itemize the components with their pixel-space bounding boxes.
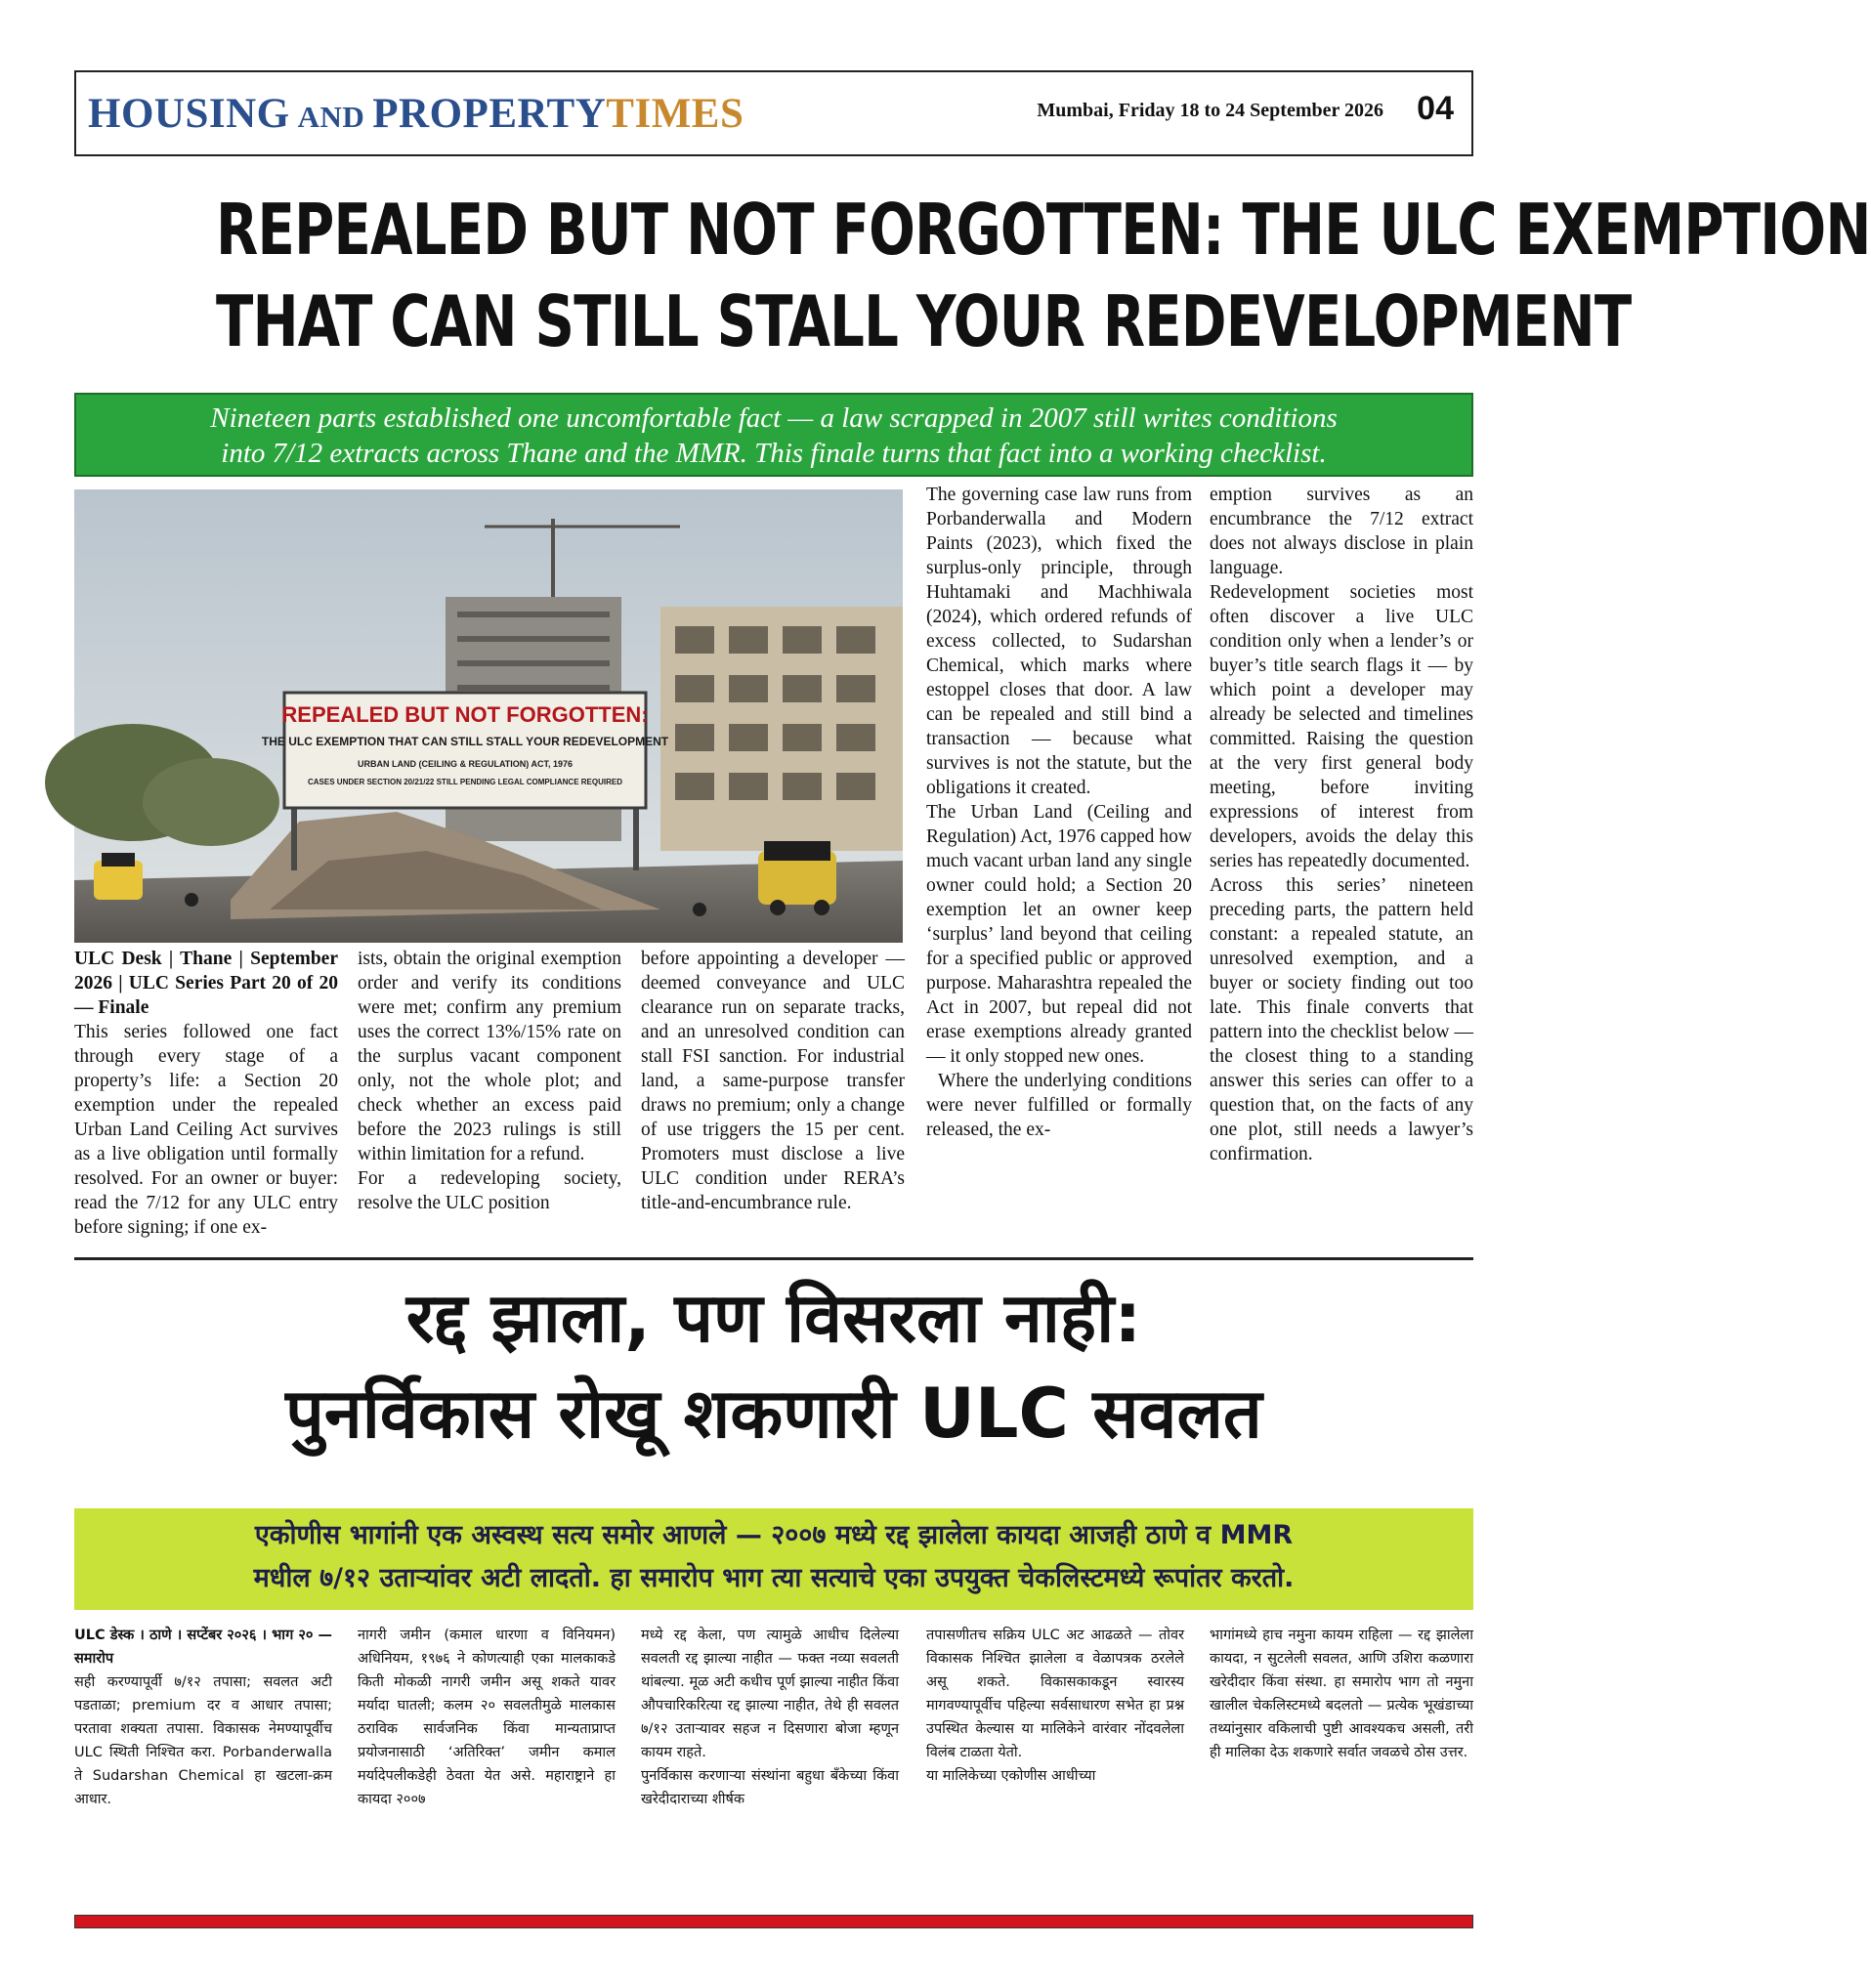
english-col1-body: This series followed one fact through every stage of a property’s life: a Section 20 exemption under the repealed Urban Land Ceiling Act survives as a live obligation until formally resolved. For an owner or buyer: read the 7/12 for any ULC entry before signing; if one ex-	[74, 1022, 338, 1238]
english-column-1	[74, 947, 338, 1240]
marathi-headline-line1: रद्द झाला, पण विसरला नाही:	[405, 1278, 1142, 1358]
english-byline: ULC Desk | Thane | September 2026 | ULC Series Part 20 of 20 — Finale	[74, 949, 338, 1018]
english-column-4	[926, 483, 1192, 1142]
marathi-headline-line2: पुनर्विकास रोखू शकणारी ULC सवलत	[285, 1374, 1262, 1454]
marathi-col4-body2: या मालिकेच्या एकोणीस आधीच्या	[926, 1768, 1096, 1784]
english-col5-body3: Across this series’ nineteen preceding parts, the pattern held constant: a repealed statute, an unresolved exemption, and a buyer or society finding out too late. This finale converts that pattern into the checklist below — the closest thing to a standing answer this series can offer to a question that, on the facts of any one plot, still needs a lawyer’s confirmation.	[1210, 875, 1473, 1164]
marathi-col5-body: भागांमध्ये हाच नमुना कायम राहिला — रद्द झालेला कायदा, न सुटलेली सवलत, आणि उशिरा कळणारा खरेदीदार किंवा संस्था. हा समारोप भाग तो नमुना खालील चेकलिस्टमध्ये बदलतो — प्रत्येक भूखंडाच्या तथ्यांनुसार वकिलाची पुष्टी आवश्यकच असली, तरी ही मालिका देऊ शकणारे सर्वात जवळचे ठोस उत्तर.	[1210, 1628, 1473, 1760]
marathi-deck-line2: मधील ७/१२ उताऱ्यांवर अटी लादतो. हा समारोप भाग त्या सत्याचे एका उपयुक्त चेकलिस्टमध्ये रूपांतर करतो.	[253, 1563, 1295, 1593]
english-col4-body3: Where the underlying conditions were never fulfilled or formally released, the ex-	[926, 1071, 1192, 1140]
brand-property: PROPERTY	[372, 90, 607, 137]
publication-logo	[88, 90, 744, 138]
english-col4-body2: The Urban Land (Ceiling and Regulation) Act, 1976 capped how much vacant urban land any single owner could hold; a Section 20 exemption let an owner keep ‘surplus’ land beyond that ceiling for a specified public or approved purpose. Maharashtra repealed the Act in 2007, but repeal did not erase exemptions already granted — it only stopped new ones.	[926, 802, 1192, 1067]
dateline: Mumbai, Friday 18 to 24 September 2026	[1037, 100, 1383, 121]
photo-sign-line2: THE ULC EXEMPTION THAT CAN STILL STALL YOUR REDEVELOPMENT	[261, 735, 669, 748]
brand-housing: HOUSING	[88, 90, 290, 137]
brand-and: AND	[297, 99, 365, 134]
photo-sign-line4: CASES UNDER SECTION 20/21/22 STILL PENDING LEGAL COMPLIANCE REQUIRED	[308, 778, 622, 786]
english-deck-line2: into 7/12 extracts across Thane and the MMR. This finale turns that fact into a working checklist.	[221, 438, 1327, 469]
article-photo	[74, 489, 903, 943]
english-column-5	[1210, 483, 1473, 1166]
photo-sign-line3: URBAN LAND (CEILING & REGULATION) ACT, 1976	[357, 759, 574, 769]
marathi-headline	[59, 1270, 1489, 1461]
photo-sign-line1: REPEALED BUT NOT FORGOTTEN:	[281, 702, 649, 727]
page-number: 04	[1417, 90, 1454, 127]
marathi-column-4	[926, 1624, 1184, 1788]
marathi-deck-line1: एकोणीस भागांनी एक अस्वस्थ सत्य समोर आणले — २००७ मध्ये रद्द झालेला कायदा आजही ठाणे व MMR	[254, 1520, 1294, 1550]
marathi-byline: ULC डेस्क । ठाणे । सप्टेंबर २०२६ । भाग २० — समारोप	[74, 1628, 332, 1667]
marathi-col2-body: नागरी जमीन (कमाल धारणा व विनियमन) अधिनियम, १९७६ ने कोणत्याही एका मालकाकडे किती मोकळी नागरी जमीन असू शकते यावर मर्यादा घातली; कलम २० सवलतीमुळे मालकास ठराविक सार्वजनिक किंवा मान्यताप्राप्त प्रयोजनासाठी ‘अतिरिक्त’ जमीन कमाल मर्यादेपलीकडेही ठेवता येत असे. महाराष्ट्राने हा कायदा २००७	[358, 1628, 616, 1807]
marathi-column-1	[74, 1624, 332, 1811]
english-col3-body: before appointing a developer — deemed conveyance and ULC clearance run on separate tracks, and an unresolved condition can stall FSI sanction. For industrial land, a same-purpose transfer draws no premium; only a change of use triggers the 15 per cent. Promoters must disclose a live ULC condition under RERA’s title-and-encumbrance rule.	[641, 949, 905, 1213]
english-col5-body1: emption survives as an encumbrance the 7/12 extract does not always disclose in plain language.	[1210, 485, 1473, 578]
english-deck-line1: Nineteen parts established one uncomfortable fact — a law scrapped in 2007 still writes conditions	[210, 402, 1338, 434]
english-col4-body1: The governing case law runs from Porbanderwalla and Modern Paints (2023), which fixed the surplus-only principle, through Huhtamaki and Machhiwala (2024), which ordered refunds of excess collected, to Sudarshan Chemical, which marks where estoppel closes that door. A law can be repealed and still bind a transaction — because what survives is not the statute, but the obligations it created.	[926, 485, 1192, 798]
marathi-column-2	[358, 1624, 616, 1811]
marathi-col3-body2: पुनर्विकास करणाऱ्या संस्थांना बहुधा बँकेच्या किंवा खरेदीदाराच्या शीर्षक	[641, 1768, 899, 1807]
marathi-col1-body: सही करण्यापूर्वी ७/१२ तपासा; सवलत अटी पडताळा; premium दर व आधार तपासा; परतावा शक्यता तपासा. विकासक नेमण्यापूर्वीच ULC स्थिती निश्चित करा. Porbanderwalla ते Sudarshan Chemical हा खटला-क्रम आधार.	[74, 1674, 332, 1807]
marathi-col3-body1: मध्ये रद्द केला, पण त्यामुळे आधीच दिलेल्या सवलती रद्द झाल्या नाहीत — फक्त नव्या सवलती थांबल्या. मूळ अटी कधीच पूर्ण झाल्या नाहीत किंवा औपचारिकरित्या रद्द झाल्या नाहीत, तेथे ही सवलत ७/१२ उताऱ्यावर सहज न दिसणारा बोजा म्हणून कायम राहते.	[641, 1628, 899, 1760]
marathi-column-3	[641, 1624, 899, 1811]
marathi-column-5	[1210, 1624, 1473, 1764]
brand-times: TIMES	[606, 90, 744, 137]
english-headline-line1: REPEALED BUT NOT FORGOTTEN: THE ULC EXEMPTION	[216, 189, 1871, 271]
english-headline	[216, 184, 1871, 367]
masthead	[74, 70, 1473, 156]
footer-bar	[74, 1915, 1473, 1928]
english-deck	[74, 393, 1473, 477]
marathi-deck	[74, 1508, 1473, 1610]
english-col2-body1: ists, obtain the original exemption order and verify its conditions were met; confirm any premium uses the correct 13%/15% rate on the surplus vacant component only, not the whole plot; and check whether an excess paid before the 2023 rulings is still within limitation for a refund.	[358, 949, 621, 1164]
english-col5-body2: Redevelopment societies most often discover a live ULC condition only when a lender’s or buyer’s title search flags it — by which point a developer may already be selected and timelines committed. Raising the question at the very first general body meeting, before inviting expressions of interest from developers, avoids the delay this series has repeatedly documented.	[1210, 582, 1473, 871]
english-column-2	[358, 947, 621, 1215]
marathi-col4-body1: तपासणीतच सक्रिय ULC अट आढळते — तोवर विकासक निश्चित झालेला व वेळापत्रक ठरलेले असू शकते. विकासकाकडून स्वारस्य मागवण्यापूर्वीच पहिल्या सर्वसाधारण सभेत हा प्रश्न उपस्थित केल्यास या मालिकेने वारंवार नोंदवलेला विलंब टाळता येतो.	[926, 1628, 1184, 1760]
english-col2-body2: For a redeveloping society, resolve the ULC position	[358, 1168, 621, 1213]
section-divider	[74, 1257, 1473, 1260]
english-headline-line2: THAT CAN STILL STALL YOUR REDEVELOPMENT	[216, 280, 1632, 362]
english-column-3	[641, 947, 905, 1215]
